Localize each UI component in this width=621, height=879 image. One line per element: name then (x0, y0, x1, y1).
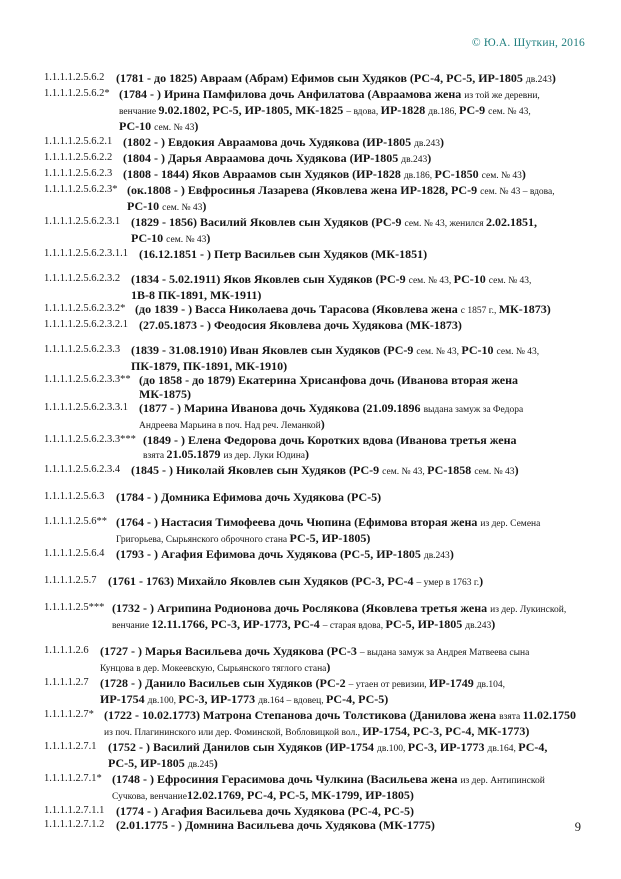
main-text: (1793 - ) Агафия Ефимова дочь Худякова (РС-5, ИР-1805 (116, 547, 424, 561)
main-text: РС-10 (453, 272, 489, 286)
entry-text-line (139, 387, 600, 401)
entry-id: 1.1.1.1.2.5.6.4 (44, 548, 105, 559)
entry-text-line (139, 417, 600, 433)
entry-row (44, 71, 600, 87)
entry-text-line (139, 247, 600, 261)
entry-text (131, 215, 600, 247)
main-text: (1727 - ) Марья Васильева дочь Худякова (РС-3 (100, 644, 360, 658)
main-text: (1834 - 5.02.1911) Яков Яковлев сын Худяков (РС-9 (131, 272, 409, 286)
annotation-text: сем. № 43, (496, 347, 540, 357)
main-text: (1761 - 1763) Михайло Яковлев сын Худяков (РС-3, РС-4 (108, 574, 417, 588)
annotation-text: сем. № 43, (382, 467, 428, 477)
entry-text-line (116, 71, 600, 87)
annotation-text: дв.186, (428, 107, 459, 117)
entry-id: 1.1.1.1.2.5.6.3 (44, 491, 105, 502)
entry-id: 1.1.1.1.2.5.6** (44, 516, 107, 527)
main-text: ) (491, 617, 496, 631)
entry-text-line (104, 724, 600, 740)
annotation-text: из поч. Плагининского или дер. Фоминской, Вобловицкой вол., (104, 728, 363, 738)
annotation-text: из дер. Семена (480, 519, 541, 529)
annotation-text: дв.243 (525, 75, 552, 85)
main-text: ) (551, 71, 556, 85)
main-text: РС-5, ИР-1805) (289, 531, 371, 545)
main-text: ) (427, 151, 432, 165)
main-text: 1В-8 ПК-1891, МК-1911) (131, 288, 262, 302)
entry-id: 1.1.1.1.2.5.6.2.3* (44, 184, 118, 195)
entry-text-line (131, 231, 600, 247)
entry-row (44, 547, 600, 563)
entry-text-line (112, 617, 600, 633)
annotation-text: сем. № 43 (166, 235, 207, 245)
entry-text (139, 373, 600, 401)
entry-text-line (119, 103, 600, 119)
entry-text (108, 740, 600, 772)
main-text: (1839 - 31.08.1910) Иван Яковлев сын Худяков (РС-9 (131, 343, 417, 357)
main-text: (1728 - ) Данило Васильев сын Худяков (РС-2 (100, 676, 349, 690)
entry-id: 1.1.1.1.2.7 (44, 677, 89, 688)
entry-text-line (131, 463, 600, 479)
entry-text (112, 601, 600, 633)
entry-text (135, 302, 600, 318)
main-text: 9.02.1802, РС-5, ИР-1805, МК-1825 (158, 103, 347, 117)
main-text: (1732 - ) Агрипина Родионова дочь Рослякова (Яковлева третья жена (112, 601, 491, 615)
annotation-text: сем. № 43 (474, 467, 515, 477)
main-text: (1748 - ) Ефросиния Герасимова дочь Чулкина (Васильева жена (112, 772, 461, 786)
main-text: 11.02.1750 (522, 708, 576, 722)
entry-text (123, 151, 600, 167)
entry-text-line (135, 302, 600, 318)
main-text: (1784 - ) Ирина Памфилова дочь Анфилатова (Авраамова жена (119, 87, 465, 101)
entry-text (116, 804, 600, 818)
main-text: РС-4, РС-5) (325, 692, 389, 706)
entry-row (44, 151, 600, 167)
entry-text-line (119, 119, 600, 135)
entry-text-line (100, 692, 600, 708)
entry-id: 1.1.1.1.2.5.6.2.3.2* (44, 303, 126, 314)
main-text: ) (305, 447, 310, 461)
annotation-text: дв.243 (465, 621, 492, 631)
entry-row (44, 601, 600, 633)
entry-row (44, 463, 600, 479)
main-text: ) (521, 167, 526, 181)
main-text: МК-1875) (139, 387, 192, 401)
entry-text (116, 515, 600, 547)
entry-row (44, 574, 600, 590)
entry-id: 1.1.1.1.2.5.6.2.3.4 (44, 464, 121, 475)
main-text: (1764 - ) Настасия Тимофеева дочь Чюпина (Ефимова вторая жена (116, 515, 481, 529)
entry-id: 1.1.1.1.2.5.7 (44, 575, 97, 586)
entry-text (100, 644, 600, 676)
main-text: (1781 - до 1825) Авраам (Абрам) Ефимов сын Худяков (РС-4, РС-5, ИР-1805 (116, 71, 526, 85)
entry-id: 1.1.1.1.2.5.6.2.3 (44, 168, 113, 179)
entry-text-line (143, 447, 600, 463)
annotation-text: из той же деревни, (464, 91, 540, 101)
main-text: (1808 - 1844) Яков Авраамов сын Худяков (ИР-1828 (123, 167, 404, 181)
entry-text (131, 463, 600, 479)
main-text: 12.11.1766, РС-3, ИР-1773, РС-4 (151, 617, 323, 631)
entry-row (44, 272, 600, 302)
entry-id: 1.1.1.1.2.5.6.2.3.3*** (44, 434, 136, 445)
entry-id: 1.1.1.1.2.5.6.2.3.3 (44, 344, 121, 355)
annotation-text: сем. № 43 – вдова, (480, 187, 555, 197)
entry-row (44, 401, 600, 433)
main-text: РС-1850 (434, 167, 482, 181)
main-text: РС-10 (131, 231, 167, 245)
main-text: РС-1858 (427, 463, 475, 477)
main-text: ) (320, 417, 325, 431)
main-text: ) (514, 463, 519, 477)
main-text: МК-1873) (498, 302, 551, 316)
entry-text-line (112, 772, 600, 788)
main-text: (до 1839 - ) Васса Николаева дочь Тарасова (Яковлева жена (135, 302, 461, 316)
entry-row (44, 515, 600, 547)
entry-text-line (131, 359, 600, 373)
entry-text-line (131, 215, 600, 231)
entry-text-line (100, 676, 600, 692)
annotation-text: из дер. Лукинской, (490, 605, 567, 615)
annotation-text: сем. № 43, (488, 276, 532, 286)
entry-text-line (116, 818, 600, 832)
annotation-text: Григорьева, Сырьянского оброчного стана (116, 535, 290, 545)
entry-text-line (108, 574, 600, 590)
main-text: РС-5, ИР-1805 (108, 756, 188, 770)
annotation-text: дв.164 – вдовец, (258, 696, 326, 706)
entry-id: 1.1.1.1.2.5.6.2 (44, 72, 105, 83)
annotation-text: – вдова, (346, 107, 381, 117)
main-text: (27.05.1873 - ) Феодосия Яковлева дочь Худякова (МК-1873) (139, 318, 462, 332)
main-text: ИР-1754 (100, 692, 148, 706)
main-text: РС-3, ИР-1773 (178, 692, 259, 706)
entry-text-line (116, 490, 600, 504)
entry-text-line (123, 167, 600, 183)
main-text: 21.05.1879 (166, 447, 224, 461)
entry-row (44, 87, 600, 135)
main-text: РС-5, ИР-1805 (385, 617, 466, 631)
entry-row (44, 135, 600, 151)
main-text: (ок.1808 - ) Евфросинья Лазарева (Яковлева жена ИР-1828, РС-9 (127, 183, 481, 197)
main-text: РС-3, ИР-1773 (407, 740, 488, 754)
entry-text-line (100, 644, 600, 660)
entry-id: 1.1.1.1.2.5.6.2* (44, 88, 110, 99)
entry-text-line (131, 272, 600, 288)
entry-text-line (112, 788, 600, 804)
main-text: (1877 - ) Марина Иванова дочь Худякова (21.09.1896 (139, 401, 424, 415)
entry-text-line (139, 318, 600, 332)
entry-row (44, 676, 600, 708)
entry-row (44, 373, 600, 401)
annotation-text: – умер в 1763 г. (416, 578, 480, 588)
entry-text (139, 401, 600, 433)
entry-id: 1.1.1.1.2.5.6.2.3.1 (44, 216, 121, 227)
entry-text (127, 183, 600, 215)
annotation-text: сем. № 43, (416, 347, 462, 357)
entry-row (44, 247, 600, 261)
entries-list (44, 71, 600, 832)
entry-text-line (123, 135, 600, 151)
page-number: 9 (574, 820, 581, 834)
main-text: РС-10 (119, 119, 155, 133)
annotation-text: дв.186, (403, 171, 435, 181)
entry-id: 1.1.1.1.2.7.1.2 (44, 819, 105, 830)
main-text: (1774 - ) Агафия Васильева дочь Худякова (РС-4, РС-5) (116, 804, 415, 818)
main-text: ) (326, 660, 331, 674)
annotation-text: – старая вдова, (322, 621, 386, 631)
entry-text-line (112, 601, 600, 617)
entry-text (112, 772, 600, 804)
main-text: (1722 - 10.02.1773) Матрона Степанова дочь Толстикова (Данилова жена (104, 708, 500, 722)
entry-row (44, 343, 600, 373)
entry-row (44, 708, 600, 740)
entry-id: 1.1.1.1.2.7.1* (44, 773, 102, 784)
main-text: ) (202, 199, 207, 213)
entry-text (123, 167, 600, 183)
annotation-text: Кунцова в дер. Мокеевскую, Сырьянского тяглого стана (100, 664, 327, 674)
main-text: (1752 - ) Василий Данилов сын Худяков (ИР-1754 (108, 740, 378, 754)
main-text: РС-4, (518, 740, 548, 754)
entry-text-line (116, 531, 600, 547)
entry-row (44, 644, 600, 676)
entry-text (139, 247, 600, 261)
annotation-text: – утаен от ревизии, (348, 680, 430, 690)
entry-text-line (143, 433, 600, 447)
entry-row (44, 167, 600, 183)
entry-id: 1.1.1.1.2.6 (44, 645, 89, 656)
annotation-text: выдана замуж за Федора (423, 405, 524, 415)
annotation-text: дв.245 (187, 760, 214, 770)
main-text: РС-10 (127, 199, 163, 213)
annotation-text: с 1857 г., (460, 306, 499, 316)
annotation-text: Сучкова, венчание (112, 792, 187, 802)
main-text: ИР-1754, РС-3, РС-4, МК-1773) (362, 724, 530, 738)
main-text: 2.02.1851, (486, 215, 538, 229)
entry-text-line (108, 740, 600, 756)
main-text: (1845 - ) Николай Яковлев сын Худяков (РС-9 (131, 463, 383, 477)
main-text: (1829 - 1856) Василий Яковлев сын Худяков (РС-9 (131, 215, 405, 229)
entry-text (139, 318, 600, 332)
entry-row (44, 490, 600, 504)
main-text: ИР-1828 (380, 103, 429, 117)
entry-id: 1.1.1.1.2.7.1 (44, 741, 97, 752)
main-text: ПК-1879, ПК-1891, МК-1910) (131, 359, 288, 373)
entry-text-line (100, 660, 600, 676)
entry-text-line (104, 708, 600, 724)
annotation-text: дв.243 (401, 155, 428, 165)
annotation-text: венчание (112, 621, 152, 631)
entry-text-line (116, 547, 600, 563)
annotation-text: сем. № 43, (488, 107, 531, 117)
main-text: ) (194, 119, 199, 133)
entry-text (100, 676, 600, 708)
annotation-text: дв.243 (423, 551, 450, 561)
copyright-line: © Ю.А. Шуткин, 2016 (471, 37, 585, 49)
annotation-text: Андреева Марьина в поч. Над реч. Леманкой (139, 421, 321, 431)
annotation-text: сем. № 43 (162, 203, 203, 213)
annotation-text: из дер. Луки Юдина (223, 451, 306, 461)
entry-row (44, 318, 600, 332)
entry-text-line (127, 199, 600, 215)
entry-row (44, 772, 600, 804)
entry-text-line (116, 804, 600, 818)
annotation-text: взята (499, 712, 523, 722)
annotation-text: сем. № 43, (408, 276, 454, 286)
main-text: (1804 - ) Дарья Авраамова дочь Худякова (ИР-1805 (123, 151, 402, 165)
entry-id: 1.1.1.1.2.5.6.2.3.2 (44, 273, 121, 284)
annotation-text: дв.164, (487, 744, 519, 754)
entry-text-line (131, 343, 600, 359)
annotation-text: сем. № 43, женился (404, 219, 487, 229)
main-text: (1802 - ) Евдокия Авраамова дочь Худякова (ИР-1805 (123, 135, 415, 149)
entry-id: 1.1.1.1.2.5*** (44, 602, 105, 613)
entry-text-line (127, 183, 600, 199)
main-text: 12.02.1769, РС-4, РС-5, МК-1799, ИР-1805) (186, 788, 414, 802)
entry-row (44, 302, 600, 318)
entry-text (116, 547, 600, 563)
annotation-text: дв.104, (476, 680, 506, 690)
main-text: РС-9 (458, 103, 489, 117)
entry-id: 1.1.1.1.2.5.6.2.1 (44, 136, 113, 147)
entry-text (104, 708, 600, 740)
main-text: ) (479, 574, 484, 588)
main-text: (2.01.1775 - ) Домнина Васильева дочь Худякова (МК-1775) (116, 818, 435, 832)
entry-text (131, 272, 600, 302)
main-text: ) (449, 547, 454, 561)
entry-text (143, 433, 600, 463)
entry-text-line (116, 515, 600, 531)
annotation-text: дв.100, (377, 744, 408, 754)
entry-text (108, 574, 600, 590)
main-text: (1784 - ) Домника Ефимова дочь Худякова (РС-5) (116, 490, 382, 504)
entry-text (116, 818, 600, 832)
entry-id: 1.1.1.1.2.5.6.2.2 (44, 152, 113, 163)
annotation-text: сем. № 43 (154, 123, 195, 133)
entry-id: 1.1.1.1.2.7.1.1 (44, 805, 105, 816)
annotation-text: взята (143, 451, 167, 461)
entry-text-line (123, 151, 600, 167)
main-text: (16.12.1851 - ) Петр Васильев сын Худяков (МК-1851) (139, 247, 428, 261)
annotation-text: дв.100, (147, 696, 179, 706)
main-text: (1849 - ) Елена Федорова дочь Коротких вдова (Иванова третья жена (143, 433, 517, 447)
entry-row (44, 804, 600, 818)
entry-text (116, 71, 600, 87)
annotation-text: – выдана замуж за Андрея Матвеева сына (359, 648, 530, 658)
main-text: ) (206, 231, 211, 245)
entry-id: 1.1.1.1.2.5.6.2.3.3** (44, 374, 131, 385)
entry-row (44, 215, 600, 247)
main-text: ИР-1749 (429, 676, 477, 690)
entry-row (44, 818, 600, 832)
annotation-text: дв.243 (414, 139, 441, 149)
entry-text (116, 490, 600, 504)
entry-text-line (119, 87, 600, 103)
entry-text-line (131, 288, 600, 302)
main-text: РС-10 (461, 343, 497, 357)
entry-id: 1.1.1.1.2.5.6.2.3.3.1 (44, 402, 128, 413)
main-text: ) (213, 756, 218, 770)
main-text: (до 1858 - до 1879) Екатерина Хрисанфова дочь (Иванова вторая жена (139, 373, 519, 387)
entry-row (44, 433, 600, 463)
entry-id: 1.1.1.1.2.5.6.2.3.2.1 (44, 319, 128, 330)
annotation-text: из дер. Антипинской (460, 776, 545, 786)
entry-text-line (139, 401, 600, 417)
entry-row (44, 740, 600, 772)
entry-text (131, 343, 600, 373)
entry-id: 1.1.1.1.2.5.6.2.3.1.1 (44, 248, 128, 259)
main-text: ) (440, 135, 445, 149)
annotation-text: сем. № 43 (481, 171, 522, 181)
entry-text (123, 135, 600, 151)
entry-text-line (108, 756, 600, 772)
entry-text (119, 87, 600, 135)
entry-id: 1.1.1.1.2.7* (44, 709, 94, 720)
annotation-text: венчание (119, 107, 159, 117)
entry-row (44, 183, 600, 215)
entry-text-line (139, 373, 600, 387)
